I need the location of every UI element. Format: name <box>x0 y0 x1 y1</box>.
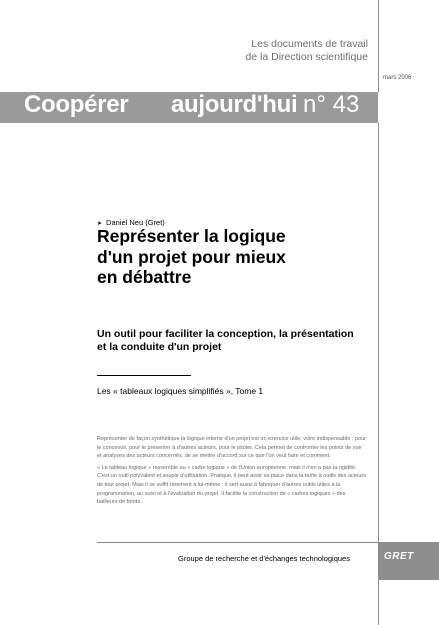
series-line-2: de la Direction scientifique <box>245 51 368 63</box>
publisher-name: Groupe de recherche et d'échanges technologiques <box>178 554 350 563</box>
separator-rule <box>97 375 191 376</box>
issue-number: n° 43 <box>303 91 360 118</box>
journal-title-part1: Coopérer <box>24 91 129 118</box>
title-line-2: d'un projet pour mieux <box>97 246 286 267</box>
arrow-icon: ➤ <box>97 221 103 227</box>
abstract-paragraph-1: Représenter de façon synthétique la logique interne d'un projet est un exercice utile, voire indispensable : pour le concevoir, pour le présenter à d'autres acteurs, pour le piloter. Cela permet de confronter les points de vue et analyses des acteurs concernés, de se mettre d'accord sur ce que l'on veut faire et comment. <box>97 436 366 460</box>
author-name: Daniel Neu (Gret) <box>106 218 165 227</box>
vertical-rule-top <box>378 0 379 92</box>
title-line-3: en débattre <box>97 267 192 287</box>
abstract <box>97 435 367 510</box>
title-line-1: Représenter la logique <box>97 226 286 246</box>
publication-date: mars 2006 <box>383 75 412 81</box>
footer-rule <box>97 542 378 543</box>
tome-label: Les « tableaux logiques simplifiés », Tome 1 <box>97 386 264 396</box>
document-subtitle <box>97 328 377 354</box>
series-line-1: Les documents de travail <box>251 38 368 50</box>
series-title <box>245 38 368 64</box>
subtitle-line-1: Un outil pour faciliter la conception, la présentation <box>97 328 354 340</box>
abstract-paragraph-2: « Le tableau logique » ressemble au « cadre logique » de l'Union européenne, mais il n'en a pas la rigidité. C'est un outil polyvalent et souple d'utilisation. Pratique, il peut avoir sa place dans la boîte à outils des acteurs de tout projet. Mais il se suffit rarement à lui-même : il sert aussi à fabriquer d'autres outils utiles à la programmation, au suivi et à l'évaluation du projet. Il facilite la construction de « cadres logiques » des bailleurs de fonds. <box>97 464 367 506</box>
gret-logo: GRET <box>384 551 414 562</box>
subtitle-line-2: et la conduite d'un projet <box>97 341 222 353</box>
document-title <box>97 226 367 288</box>
journal-title-part2: aujourd'hui <box>171 91 298 118</box>
